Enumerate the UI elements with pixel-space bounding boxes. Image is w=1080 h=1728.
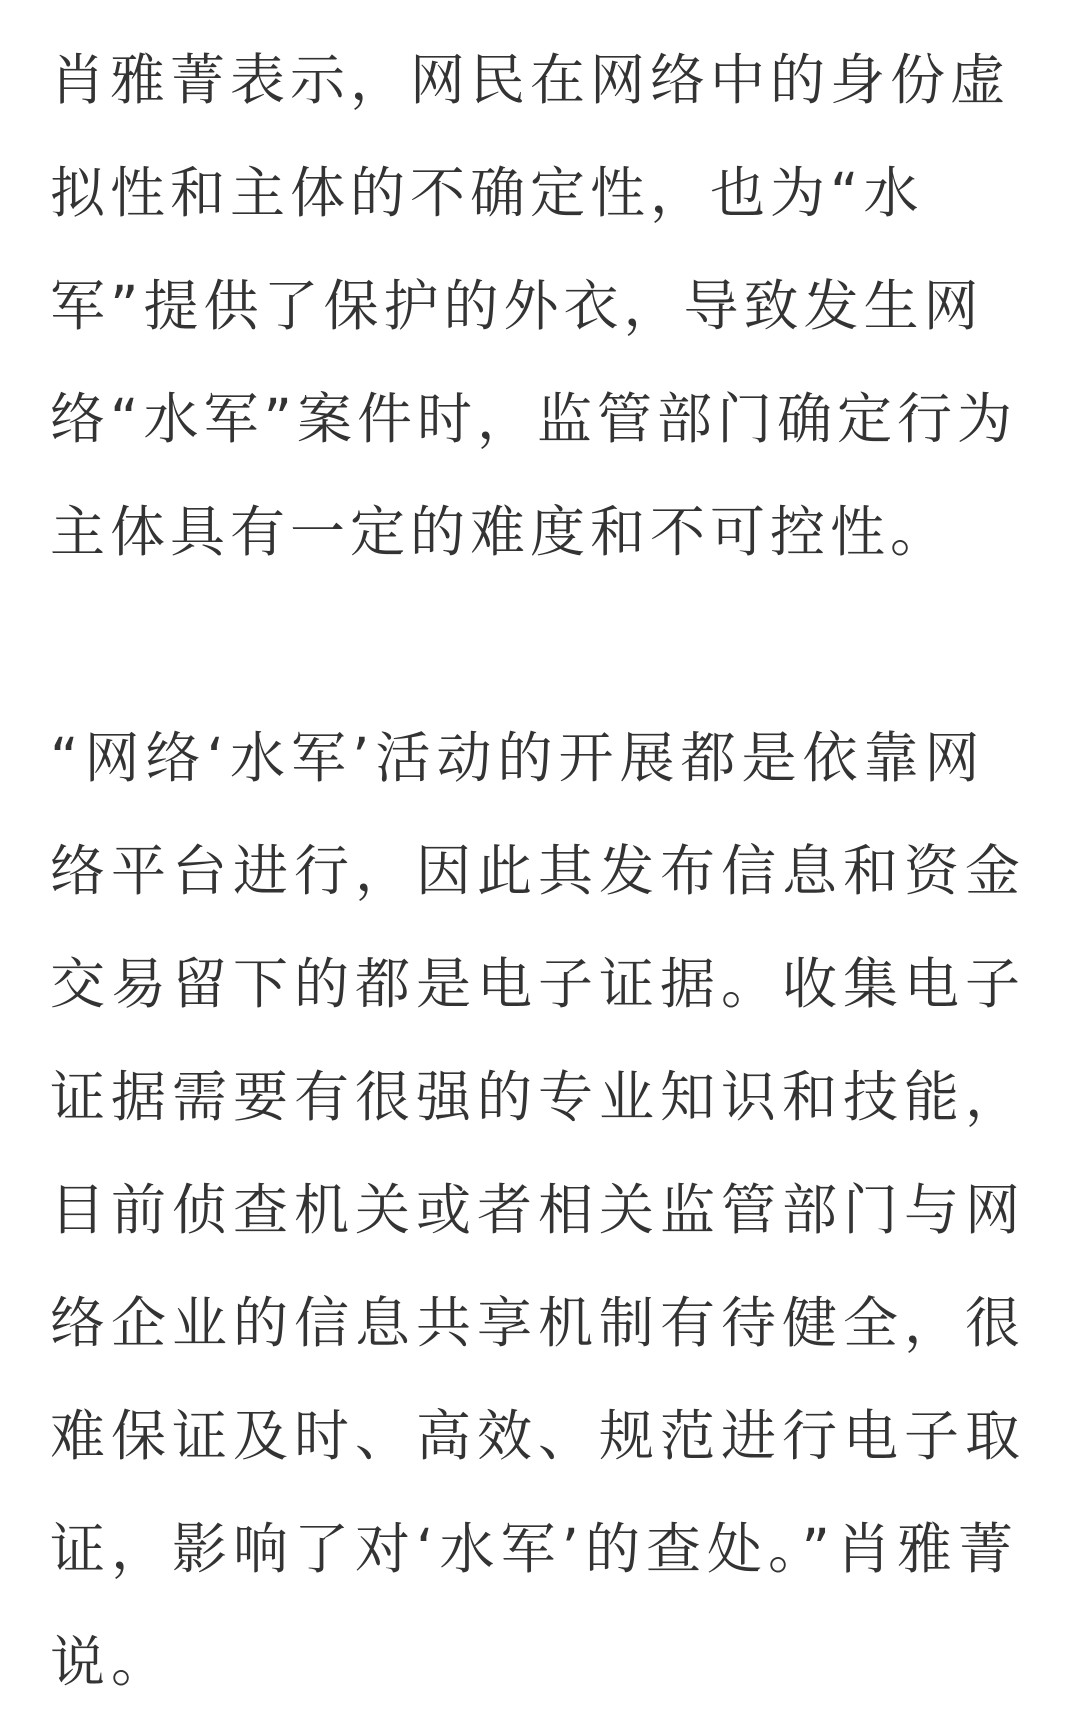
article-body bbox=[50, 24, 1040, 1719]
article-paragraph: “网络‘水军’活动的开展都是依靠网络平台进行，因此其发布信息和资金交易留下的都是电子证据。收集电子证据需要有很强的专业知识和技能，目前侦查机关或者相关监管部门与网络企业的信息共享机制有待健全，很难保证及时、高效、规范进行电子取证，影响了对‘水军’的查处。”肖雅菁说。 bbox=[50, 726, 1027, 1694]
article-paragraph: 肖雅菁表示，网民在网络中的身份虚拟性和主体的不确定性，也为“水军”提供了保护的外衣，导致发生网络“水军”案件时，监管部门确定行为主体具有一定的难度和不可控性。 bbox=[50, 48, 1017, 564]
